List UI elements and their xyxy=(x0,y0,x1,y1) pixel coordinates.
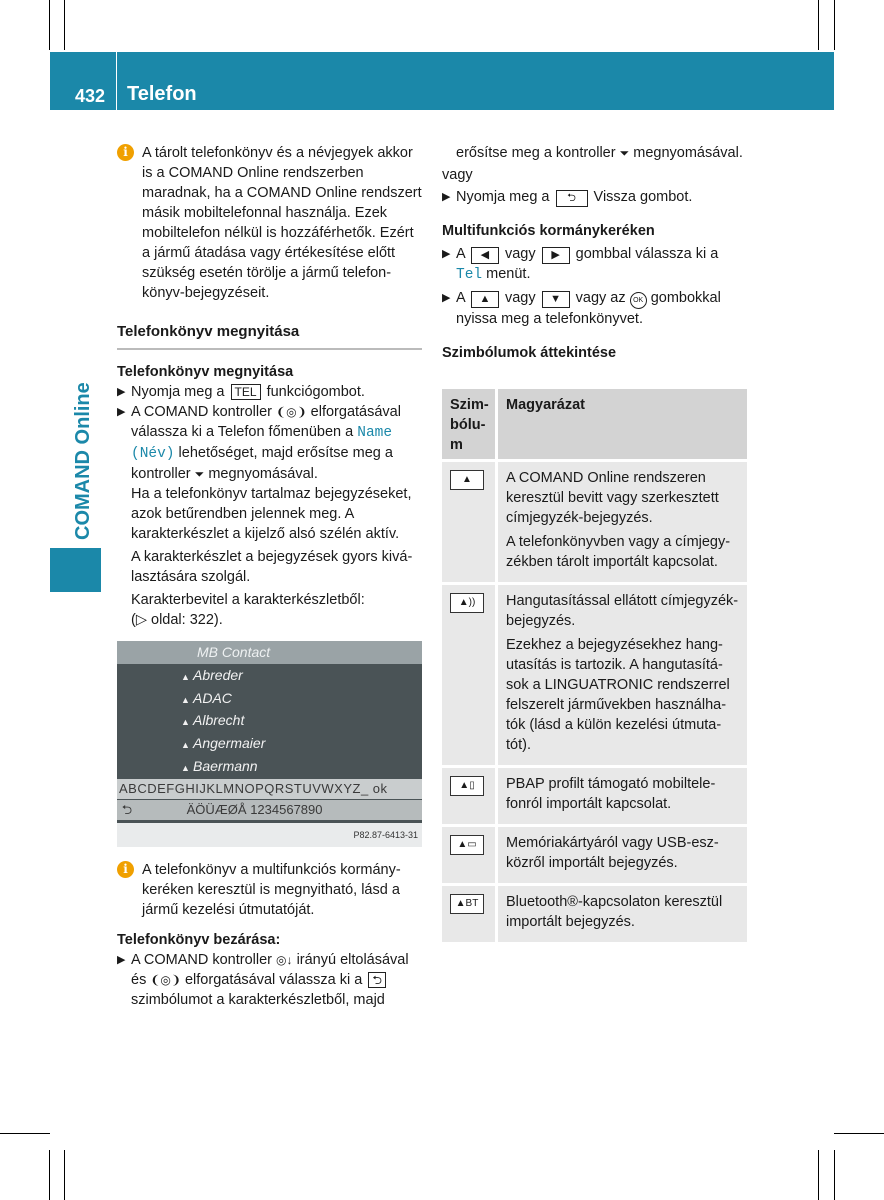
table-header-row xyxy=(442,389,747,462)
step-text-part: vagy xyxy=(504,246,536,262)
controller-rotate-icon: ❨◎❩ xyxy=(276,405,307,419)
contact-entry xyxy=(181,712,244,728)
bullet-arrow-icon: ▶ xyxy=(442,191,451,203)
crop-mark xyxy=(834,1133,884,1134)
contact-name: Albrecht xyxy=(193,712,245,728)
subheading: Telefonkönyv bezárása: xyxy=(117,932,281,948)
step-text xyxy=(456,288,747,329)
info-icon: i xyxy=(117,861,134,878)
character-bar: ABCDEFGHIJKLMNOPQRSTUVWXYZ_ ok xyxy=(117,779,422,799)
ok-button-icon: OK xyxy=(630,292,647,309)
contact-name: Angermaier xyxy=(193,735,266,751)
explanation-cell xyxy=(495,768,747,824)
side-tab xyxy=(50,548,101,592)
explanation-text: Memóriakártyáról vagy USB-eszközről importált bejegyzés. xyxy=(506,835,719,871)
explanation-text: A COMAND Online rendszeren keresztül bevitt vagy szerkesztett címjegyzék-bejegyzés. xyxy=(506,470,719,526)
step-text xyxy=(131,402,422,484)
back-symbol-icon: ⮌ xyxy=(368,972,386,988)
step-paragraph: Ha a telefonkönyv tartalmaz bejegyzéseket, azok betűrendben jelennek meg. A karakterkészlet a kijelző alsó szélén aktív. xyxy=(131,486,412,542)
contact-name: Abreder xyxy=(193,667,243,683)
person-icon: ▲ xyxy=(181,740,190,750)
step-paragraph: Karakterbevitel a karakterkészletből: xyxy=(131,592,365,608)
step-text xyxy=(131,950,422,1010)
step-text-part: A xyxy=(456,246,465,262)
symbol-table xyxy=(442,389,747,945)
crop-mark xyxy=(49,0,50,50)
right-column xyxy=(442,143,747,363)
contact-entry xyxy=(181,758,258,774)
subheading: Szimbólumok áttekintése xyxy=(442,345,617,361)
person-bluetooth-icon: ▲BT xyxy=(450,894,484,914)
or-text: vagy xyxy=(442,167,473,183)
subheading: Multifunkciós kormánykeréken xyxy=(442,223,655,239)
character-bar-secondary-text: ÄÖÜÆØÅ 1234567890 xyxy=(186,802,323,817)
step-text xyxy=(456,187,692,207)
person-icon: ▲ xyxy=(181,695,190,705)
person-icon: ▲ xyxy=(450,470,484,490)
contact-name: Baermann xyxy=(193,758,258,774)
person-card-icon: ▲▭ xyxy=(450,835,484,855)
table-row xyxy=(442,585,747,768)
step-text-part: Nyomja meg a xyxy=(456,189,550,205)
symbol-cell xyxy=(442,462,495,582)
bullet-arrow-icon: ▶ xyxy=(117,386,126,398)
table-row xyxy=(442,768,747,827)
figure-code-text: P82.87-6413-31 xyxy=(353,830,418,840)
table-header-symbol: Szimbólum xyxy=(450,397,489,453)
back-key: ⮌ xyxy=(556,190,588,207)
page-header xyxy=(50,52,834,110)
person-icon: ▲ xyxy=(181,672,190,682)
subheading: Telefonkönyv megnyitása xyxy=(117,364,294,380)
table-row xyxy=(442,462,747,585)
person-icon: ▲ xyxy=(181,717,190,727)
explanation-text: A telefonkönyvben vagy a címjegyzékben tárolt importált kapcsolat. xyxy=(506,534,731,570)
controller-press-icon: ⏷ xyxy=(194,467,205,481)
crop-mark xyxy=(818,0,819,50)
explanation-text: Bluetooth®-kapcsolaton keresztül importált bejegyzés. xyxy=(506,894,723,930)
figure-code xyxy=(117,823,422,847)
crop-mark xyxy=(49,1150,50,1200)
back-icon: ⮌ xyxy=(121,802,133,817)
header-divider xyxy=(116,52,117,110)
instruction-step xyxy=(442,244,747,285)
person-phone-icon: ▲▯ xyxy=(450,776,484,796)
explanation-cell xyxy=(495,886,747,942)
step-text-part: szimbólumot a karakterkészletből, majd xyxy=(131,992,385,1008)
controller-press-icon: ⏷ xyxy=(619,146,630,160)
explanation-text: Hangutasítással ellátott címjegyzék-bejegyzés. xyxy=(506,593,739,629)
bullet-arrow-icon: ▶ xyxy=(442,292,451,304)
step-text-part: gombokkal nyissa meg a telefonkönyvet. xyxy=(456,290,721,327)
crop-mark xyxy=(834,0,835,50)
up-arrow-key: ▲ xyxy=(471,291,499,308)
step-text-part: menüt. xyxy=(486,266,531,282)
step-text-part: A COMAND kontroller xyxy=(131,404,273,420)
crop-mark xyxy=(64,1150,65,1200)
bullet-arrow-icon: ▶ xyxy=(117,406,126,418)
contact-entry xyxy=(181,667,243,683)
step-text-part: elforgatásával válassza ki a Telefon főmenüben a xyxy=(131,404,401,440)
explanation-text: PBAP profilt támogató mobiltelefonról importált kapcsolat. xyxy=(506,776,716,812)
explanation-cell xyxy=(495,585,747,765)
step-text xyxy=(131,382,365,402)
instruction-step xyxy=(117,382,422,402)
step-text-part: vagy xyxy=(504,290,536,306)
step-text-part: funkciógombot. xyxy=(266,384,365,400)
info-icon: i xyxy=(117,144,134,161)
table-header-explanation: Magyarázat xyxy=(495,389,747,459)
section-title: Telefon xyxy=(127,83,197,105)
step-text-part: megnyomásával. xyxy=(633,145,743,161)
info-text: A telefonkönyv a multifunkciós kormánykeréken keresztül is megnyitható, lásd a jármű kezelési útmutatóját. xyxy=(142,862,401,918)
step-text-part: Nyomja meg a xyxy=(131,384,225,400)
left-arrow-key: ◀ xyxy=(471,247,499,264)
step-text-part: megnyomásával. xyxy=(208,466,318,482)
right-arrow-key: ▶ xyxy=(542,247,570,264)
bullet-arrow-icon: ▶ xyxy=(117,954,126,966)
person-voice-icon: ▲)) xyxy=(450,593,484,613)
page-reference: (▷ oldal: 322). xyxy=(131,612,223,628)
controller-rotate-icon: ❨◎❩ xyxy=(150,973,181,987)
step-continuation xyxy=(442,143,747,163)
step-text-part: lehetőséget, majd erősítse meg a kontroller xyxy=(131,445,393,482)
table-row xyxy=(442,886,747,945)
symbol-cell xyxy=(442,585,495,765)
comand-screen-image xyxy=(117,641,422,847)
step-text xyxy=(456,244,747,285)
menu-item-tel: Tel xyxy=(456,267,483,283)
page-number: 432 xyxy=(75,86,106,106)
section-heading xyxy=(117,322,422,350)
tel-key: TEL xyxy=(231,384,261,400)
symbol-cell xyxy=(442,886,495,942)
step-text-part: erősítse meg a kontroller xyxy=(456,145,616,161)
contact-entry xyxy=(181,735,265,751)
info-text: A tárolt telefonkönyv és a névjegyek akkor is a COMAND Online rendszerben maradnak, ha a COMAND Online rendszert másik mobiltelefonnal használja. Ezek mobiltelefon nélkül is hozzáférhetők. Ezért a jármű átadása vagy értékesítése előtt szükség esetén törölje a jármű telefonkönyv-bejegyzéseit. xyxy=(142,145,422,301)
section-heading-text: Telefonkönyv megnyitása xyxy=(117,323,300,340)
instruction-step xyxy=(117,402,422,630)
step-text-part: gombbal válassza ki a xyxy=(575,246,719,262)
crop-mark xyxy=(818,1150,819,1200)
bullet-arrow-icon: ▶ xyxy=(442,248,451,260)
left-column xyxy=(117,143,422,630)
left-column-lower xyxy=(117,860,422,1010)
menu-item-name: Name (Név) xyxy=(131,425,393,462)
explanation-cell xyxy=(495,462,747,582)
instruction-step xyxy=(442,187,747,207)
contact-entry xyxy=(181,690,232,706)
info-note xyxy=(117,143,422,303)
character-bar-secondary xyxy=(117,800,422,820)
screen-title: MB Contact xyxy=(197,644,271,660)
explanation-cell xyxy=(495,827,747,883)
instruction-step xyxy=(442,288,747,329)
table-row xyxy=(442,827,747,886)
explanation-text: Ezekhez a bejegyzésekhez hangutasítás is tartozik. A hangutasítások a LINGUATRONIC rendszerrel felszerelt járművekben használhatók (lásd a külön kezelési útmutatót). xyxy=(506,637,730,753)
screen-title-bar xyxy=(117,641,422,664)
step-text-part: vagy az xyxy=(575,290,626,306)
instruction-step xyxy=(117,950,422,1010)
step-text-part: Vissza gombot. xyxy=(593,189,693,205)
step-text-part: A COMAND kontroller xyxy=(131,952,273,968)
symbol-cell xyxy=(442,827,495,883)
person-icon: ▲ xyxy=(181,763,190,773)
crop-mark xyxy=(834,1150,835,1200)
down-arrow-key: ▼ xyxy=(542,291,570,308)
step-text-part: A xyxy=(456,290,465,306)
step-paragraph: A karakterkészlet a bejegyzések gyors kiválasztására szolgál. xyxy=(131,549,413,585)
symbol-cell xyxy=(442,768,495,824)
step-text-part: elforgatásával válassza ki a xyxy=(184,972,363,988)
contact-name: ADAC xyxy=(193,690,232,706)
controller-slide-icon: ◎↓ xyxy=(276,953,293,967)
side-label: COMAND Online xyxy=(72,382,94,540)
crop-mark xyxy=(0,1133,50,1134)
info-note xyxy=(117,860,422,920)
crop-mark xyxy=(64,0,65,50)
step-text-part: irányú eltolásával és xyxy=(131,952,409,988)
